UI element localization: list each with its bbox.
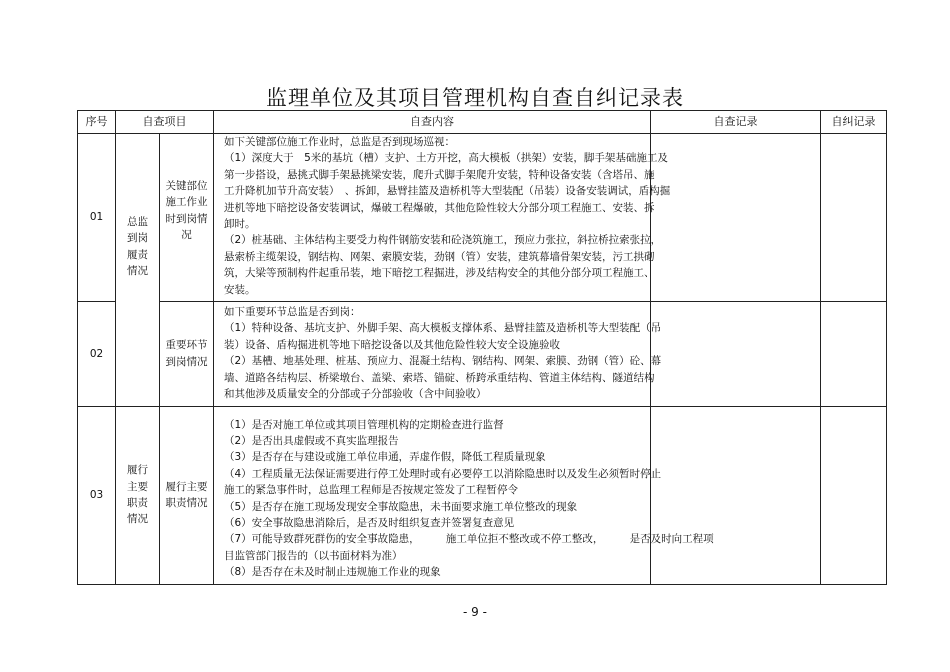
table-header-row <box>78 111 887 134</box>
sub-item-line: 职责情况 <box>165 497 208 510</box>
content-line: 施工的紧急事件时，总监理工程师是否按规定签发了工程暂停令 <box>224 484 518 497</box>
content-line: 悬索桥主缆架设，钢结构、网架、索膜安装，劲钢（管）安装，建筑幕墙骨架安装，污工拱砌 <box>224 250 655 263</box>
check-record-cell[interactable] <box>651 406 821 584</box>
group-label-line: 履责 <box>127 248 148 261</box>
row-content <box>214 134 671 302</box>
content-line: 工升降机加节升高安装） 、拆卸，悬臂挂篮及造桥机等大型装配（吊装）设备安装调试，盾构掘 <box>224 185 671 198</box>
row-seq: 01 <box>78 134 116 302</box>
page-title: 监理单位及其项目管理机构自查自纠记录表 <box>266 86 684 110</box>
content-line: （1）特种设备、基坑支护、外脚手架、高大模板支撑体系、悬臂挂篮及造桥机等大型装配（吊 <box>224 322 662 335</box>
group-label <box>116 134 160 407</box>
sub-item-line: 关键部位 <box>165 180 208 192</box>
group-label-line: 到岗 <box>127 232 148 245</box>
page-number: - 9 - <box>463 605 487 619</box>
group-label-line: 主要 <box>127 480 148 493</box>
header-correct-record: 自纠记录 <box>821 111 887 134</box>
content-line: 筑，大梁等预制构件起重吊装，地下暗挖工程掘进，涉及结构安全的其他分部分项工程施工、 <box>224 267 655 280</box>
sub-item-line: 况 <box>181 229 192 242</box>
content-line: 墙、道路各结构层、桥梁墩台、盖梁、索塔、锚碇、桥跨承重结构、管道主体结构、隧道结构 <box>224 371 655 384</box>
content-line: （2）桩基础、主体结构主要受力构件钢筋安装和砼浇筑施工，预应力张拉，斜拉桥拉索张拉， <box>224 234 662 247</box>
self-check-table <box>77 110 887 585</box>
row-seq: 03 <box>78 406 116 584</box>
row-content <box>214 302 662 406</box>
group-label-line: 履行 <box>127 464 148 477</box>
sub-item-line: 到岗情况 <box>165 355 208 368</box>
content-line: （2）基槽、地基处理、桩基、预应力、混凝土结构、钢结构、网架、索膜、劲钢（管）砼、幕 <box>224 355 662 368</box>
content-line: 目监管部门报告的（以书面材料为准） <box>224 549 403 562</box>
header-seq: 序号 <box>78 111 116 134</box>
header-item: 自查项目 <box>116 111 214 134</box>
content-line: （1）深度大于 5米的基坑（槽）支护、土方开挖，高大模板（拱架）安装，脚手架基础施工及 <box>224 152 668 165</box>
sub-item-line: 履行主要 <box>165 480 208 493</box>
correct-record-cell[interactable] <box>821 302 887 406</box>
table-row <box>78 406 887 584</box>
content-line: 如下关键部位施工作业时，总监是否到现场巡视： <box>224 136 455 148</box>
table-row <box>78 302 887 406</box>
content-line: 安装。 <box>224 283 256 296</box>
sub-item-label <box>160 302 214 406</box>
content-line: （7）可能导致群死群伤的安全事故隐患， 施工单位拒不整改或不停工整改， 是否及时向工程项 <box>224 533 714 546</box>
group-label-line: 总监 <box>127 216 148 228</box>
sub-item-label <box>160 134 214 302</box>
table-row <box>78 134 887 302</box>
content-line: （2）是否出具虚假或不真实监理报告 <box>224 434 399 447</box>
content-line: （4）工程质量无法保证需要进行停工处理时或有必要停工以消除隐患时以及发生必须暂时停止 <box>224 467 662 480</box>
content-line: 装）设备、盾构掘进机等地下暗挖设备以及其他危险性较大安全设施验收 <box>224 338 560 351</box>
header-content: 自查内容 <box>214 111 651 134</box>
content-line: 和其他涉及质量安全的分部或子分部验收（含中间验收） <box>224 388 487 401</box>
sub-item-line: 时到岗情 <box>165 212 208 225</box>
content-line: 卸时。 <box>224 218 256 231</box>
correct-record-cell[interactable] <box>821 406 887 584</box>
content-line: （8）是否存在未及时制止违规施工作业的现象 <box>224 566 441 579</box>
group-label-line: 情况 <box>127 513 148 526</box>
content-line: 进机等地下暗挖设备安装调试，爆破工程爆破，其他危险性较大分部分项工程施工、安装、拆 <box>224 201 655 214</box>
check-record-cell[interactable] <box>651 134 821 302</box>
check-record-cell[interactable] <box>651 302 821 406</box>
content-line: 如下重要环节总监是否到岗： <box>224 306 361 319</box>
row-content <box>214 406 714 584</box>
content-line: （1）是否对施工单位或其项目管理机构的定期检查进行监督 <box>224 418 504 431</box>
content-line: （3）是否存在与建设或施工单位串通，弄虚作假，降低工程质量现象 <box>224 451 546 464</box>
content-line: （5）是否存在施工现场发现安全事故隐患，未书面要求施工单位整改的现象 <box>224 500 578 513</box>
content-line: （6）安全事故隐患消除后，是否及时组织复查并签署复查意见 <box>224 516 515 529</box>
content-line: 第一步搭设，悬挑式脚手架悬挑梁安装，爬升式脚手架爬升安装，特种设备安装（含塔吊、施 <box>224 168 655 181</box>
header-check-record: 自查记录 <box>651 111 821 134</box>
sub-item-label <box>160 406 214 584</box>
group-label <box>116 406 160 584</box>
sub-item-line: 施工作业 <box>165 196 208 209</box>
correct-record-cell[interactable] <box>821 134 887 302</box>
row-seq: 02 <box>78 302 116 406</box>
sub-item-line: 重要环节 <box>165 339 208 352</box>
group-label-line: 职责 <box>127 497 148 510</box>
group-label-line: 情况 <box>127 265 148 278</box>
